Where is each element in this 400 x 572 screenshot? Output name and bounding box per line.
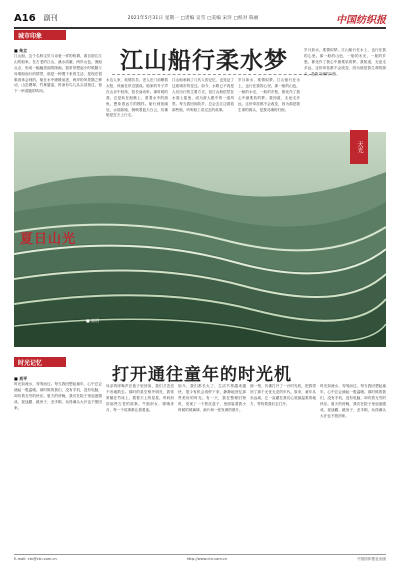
article2-col1-text: 时光如流水，匆匆而过。每当我回想起童年，心中总会涌起一股温暖。那时候的我们，没有手机，没有电脑，却有着无穷的快乐。夏天的傍晚，我们在院子里追逐嬉戏，捉迷藏、跳房子、丢手绢，玩得满头大汗也不愿回家。 xyxy=(14,381,102,410)
article2-column-4 xyxy=(250,384,316,552)
article1-col3-text: 江山船承载了几代人的记忆，也见证了这座城市的变迁。如今，水路已不再是人们出行的主要方式，但江山船依然在水面上摇曳，成为游人眼中的一道风景。每当我回到故乡，总会去江边看看那些船，听听船工讲过去的故事。 xyxy=(172,78,234,112)
article1-column-5 xyxy=(304,48,386,128)
footer-rule xyxy=(14,554,386,555)
photo-credit: ■ 高明 xyxy=(86,318,100,323)
page-number: A16 xyxy=(14,12,36,24)
footer-email: E-mail: ctn@ctn.com.cn xyxy=(14,557,57,561)
article2-author: ■ 肖平 xyxy=(14,376,28,381)
section-name: 副刊 xyxy=(43,14,58,22)
article1-column-2 xyxy=(106,78,168,130)
article1-column-4 xyxy=(238,78,300,130)
article1-col5-text: 岁月如水，柔情似梦。江山船行在水上，也行在我的心里。那一船的山色，一船的水光，一船的乡愁，都化作了我心中最柔软的梦。我知道，无论走多远，这份牵挂都不会改变，因为那是我生命的源头，是我灵魂的归宿。 xyxy=(304,48,386,76)
article2-col4-text: 那一刻，仿佛打开了一台时光机，把我带回了那个无忧无虑的年代。原来，童年从未远离，它一直藏在我们心底最温柔的地方，等待着我们去打开。 xyxy=(250,384,316,406)
title-divider xyxy=(112,74,332,75)
article2-column-5 xyxy=(320,384,386,552)
photo-title: 夏日山光 xyxy=(20,232,77,247)
issue-meta: 2021年5月31日 星期一 □责编 吴雪 □美编 宋洋 □校对 陈丽 xyxy=(127,16,259,21)
article2-column-2 xyxy=(106,384,174,552)
article1-col4-text: 岁月如水，柔情似梦。江山船行在水上，也行在我的心里。那一船的山色，一船的水光，一船的乡愁，都化作了我心中最柔软的梦。我知道，无论走多远，这份牵挂都不会改变，因为那是我生命的源头，是我灵魂的归宿。 xyxy=(238,78,300,112)
article2-title: 打开通往童年的时光机 xyxy=(112,365,292,385)
header-rule xyxy=(14,27,386,29)
footer-website: http://www.ctn.com.cn xyxy=(186,557,228,561)
article1-col1-text: 江山船，这个名称宝贝与诗意一样的称谓，源自浙江江山的船家。在古老的江山，溪水清澈，两岸山色，渔船点点，形成一幅幅美丽的图画。我常常想起小时候随父母乘船而行的情景，那是一种慢下来的生活，是现在很难再体会到的。船在水中缓缓前进，两岸的风景随之移动，山峦叠翠，竹林婆娑，时而有鸟儿从头顶掠过，留下一串清脆的鸣叫。 xyxy=(14,53,102,94)
seal-stamp: 天光 xyxy=(350,130,368,164)
section-tag-city: 城市印象 xyxy=(14,30,66,40)
article1-col2-text: 水边人家，炊烟袅袅，老人在门前晒着太阳，孩童在岸边嬉戏。船家的号子声在山谷中回荡，悠长而动听。那时候的我，总是趴在船舷上，看着水中的游鱼，想象着远方的模样。船行到宽阔处，水面如镜，倒映着蓝天白云，仿佛船是在天上行走。 xyxy=(106,78,168,118)
article2-column-1 xyxy=(14,376,102,552)
section-tag-memory: 时光记忆 xyxy=(14,357,66,367)
article1-column-1 xyxy=(14,48,102,128)
article2-col3-text: 如今，我们都长大了，生活节奏越来越快，很少有机会再停下来，静静地回忆那些美好的时光。有一天，我在整理旧物时，发现了一个铁皮盒子，里面装着我小时候的玻璃球、画片和一张发黄的照片。 xyxy=(178,384,246,412)
article2-col2-text: 母亲的呼唤声在巷子里回荡，我们才恋恋不舍地散去。那时的星空格外明亮，我常常躺在竹床上，数着天上的星星，听奶奶讲那些古老的故事。牛郎织女、嫦娥奔月，每一个故事都让我着迷。 xyxy=(106,384,174,412)
article1-column-3 xyxy=(172,78,234,130)
page-footer xyxy=(14,557,386,562)
article1-author: ■ 朱立 xyxy=(14,48,28,53)
article2-col5-text: 时光如流水，匆匆而过。每当我回想起童年，心中总会涌起一股温暖。那时候的我们，没有手机，没有电脑，却有着无穷的快乐。夏天的傍晚，我们在院子里追逐嬉戏，捉迷藏、跳房子、丢手绢，玩得满头大汗也不愿回家。 xyxy=(320,384,386,418)
page-header xyxy=(14,10,386,26)
newspaper-logo: 中国纺织报 xyxy=(336,14,386,26)
article1-title: 江山船行柔水梦 xyxy=(120,47,288,74)
article2-column-3 xyxy=(178,384,246,552)
footer-publisher: 中国纺织报社出版 xyxy=(357,557,386,561)
